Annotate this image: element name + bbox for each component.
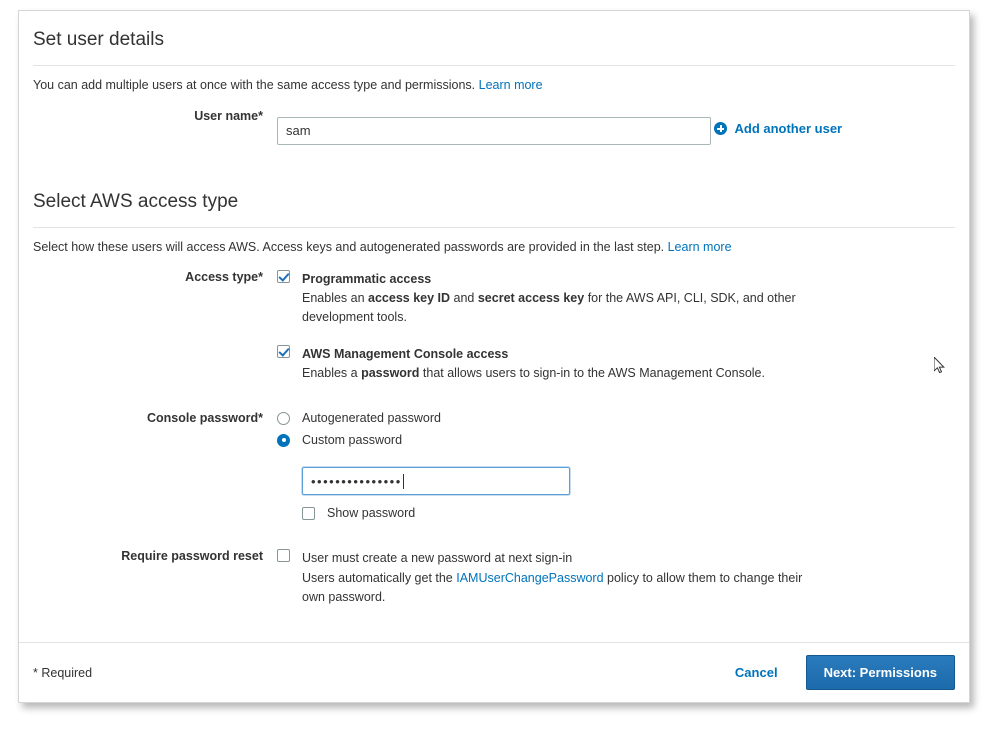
programmatic-access-checkbox[interactable]	[277, 270, 290, 283]
option-console-access[interactable]	[277, 345, 969, 384]
password-value: •••••••••••••••	[311, 473, 402, 489]
require-password-reset-field-col	[277, 549, 969, 607]
console-access-checkbox[interactable]	[277, 345, 290, 358]
require-password-reset-label: Require password reset	[121, 549, 263, 564]
programmatic-access-description	[302, 289, 822, 328]
desc-text: Enables a	[302, 366, 362, 380]
user-details-intro-text: You can add multiple users at once with the same access type and permissions.	[33, 78, 476, 92]
show-password-toggle[interactable]	[302, 506, 969, 520]
access-type-options	[277, 270, 969, 384]
programmatic-access-title: Programmatic access	[302, 271, 432, 286]
iam-user-change-password-link[interactable]: IAMUserChangePassword	[456, 570, 604, 585]
option-programmatic-access[interactable]	[277, 270, 969, 328]
footer-bar	[19, 642, 969, 702]
password-input[interactable]	[302, 467, 570, 495]
show-password-label: Show password	[327, 506, 416, 521]
custom-password-label: Custom password	[302, 433, 403, 448]
custom-password-radio[interactable]	[277, 434, 290, 447]
cancel-button[interactable]: Cancel	[729, 664, 784, 681]
user-details-learn-more-link[interactable]: Learn more	[478, 78, 543, 92]
desc-text: for the AWS API, CLI, SDK, and other development tools.	[302, 290, 796, 325]
custom-password-input-wrap	[302, 467, 969, 520]
console-password-field-col	[277, 411, 969, 520]
add-another-user-button[interactable]	[714, 121, 842, 136]
reset-desc-post: policy to allow them to change their own password.	[302, 570, 803, 605]
username-row	[19, 109, 969, 145]
footer-actions	[729, 655, 955, 690]
access-type-row	[19, 270, 969, 384]
console-access-description	[302, 364, 765, 383]
desc-bold: secret access key	[477, 290, 585, 305]
plus-circle-icon	[714, 122, 727, 135]
autogenerated-password-radio[interactable]	[277, 412, 290, 425]
add-another-user-label: Add another user	[734, 121, 843, 136]
console-access-body	[302, 345, 765, 384]
page-title: Set user details	[33, 29, 164, 50]
option-autogenerated-password[interactable]	[277, 411, 969, 425]
username-input[interactable]	[277, 117, 711, 145]
require-password-reset-option[interactable]	[277, 549, 969, 607]
desc-text: Enables an	[302, 290, 369, 305]
user-details-intro	[19, 66, 969, 92]
set-user-details-panel	[18, 10, 970, 703]
require-password-reset-checkbox[interactable]	[277, 549, 290, 562]
required-note: * Required	[33, 665, 93, 680]
desc-text: that allows users to sign-in to the AWS Management Console.	[419, 366, 765, 380]
require-password-reset-body	[302, 549, 822, 607]
access-type-title: Select AWS access type	[33, 190, 239, 212]
access-type-intro-text: Select how these users will access AWS. Access keys and autogenerated passwords are provided in the last step.	[33, 239, 665, 254]
console-password-label: Console password*	[147, 411, 263, 426]
next-permissions-button[interactable]: Next: Permissions	[806, 655, 955, 690]
access-type-intro	[19, 228, 969, 254]
username-label: User name*	[194, 109, 263, 123]
console-access-title: AWS Management Console access	[302, 346, 509, 361]
reset-desc-pre: Users automatically get the	[302, 570, 457, 585]
access-type-label: Access type*	[185, 269, 263, 284]
programmatic-access-body	[302, 270, 822, 328]
console-password-row	[19, 411, 969, 520]
autogenerated-password-label: Autogenerated password	[302, 411, 441, 426]
text-caret	[403, 474, 404, 489]
option-custom-password[interactable]	[277, 433, 969, 447]
require-password-reset-row	[19, 549, 969, 607]
desc-text: and	[450, 290, 478, 305]
username-field-col	[277, 109, 969, 145]
access-type-learn-more-link[interactable]: Learn more	[667, 239, 732, 254]
show-password-checkbox[interactable]	[302, 507, 315, 520]
reset-desc-line1: User must create a new password at next sign-in	[302, 551, 573, 566]
desc-bold: access key ID	[368, 290, 451, 305]
reset-desc-line2	[302, 569, 822, 608]
desc-bold: password	[361, 366, 420, 380]
